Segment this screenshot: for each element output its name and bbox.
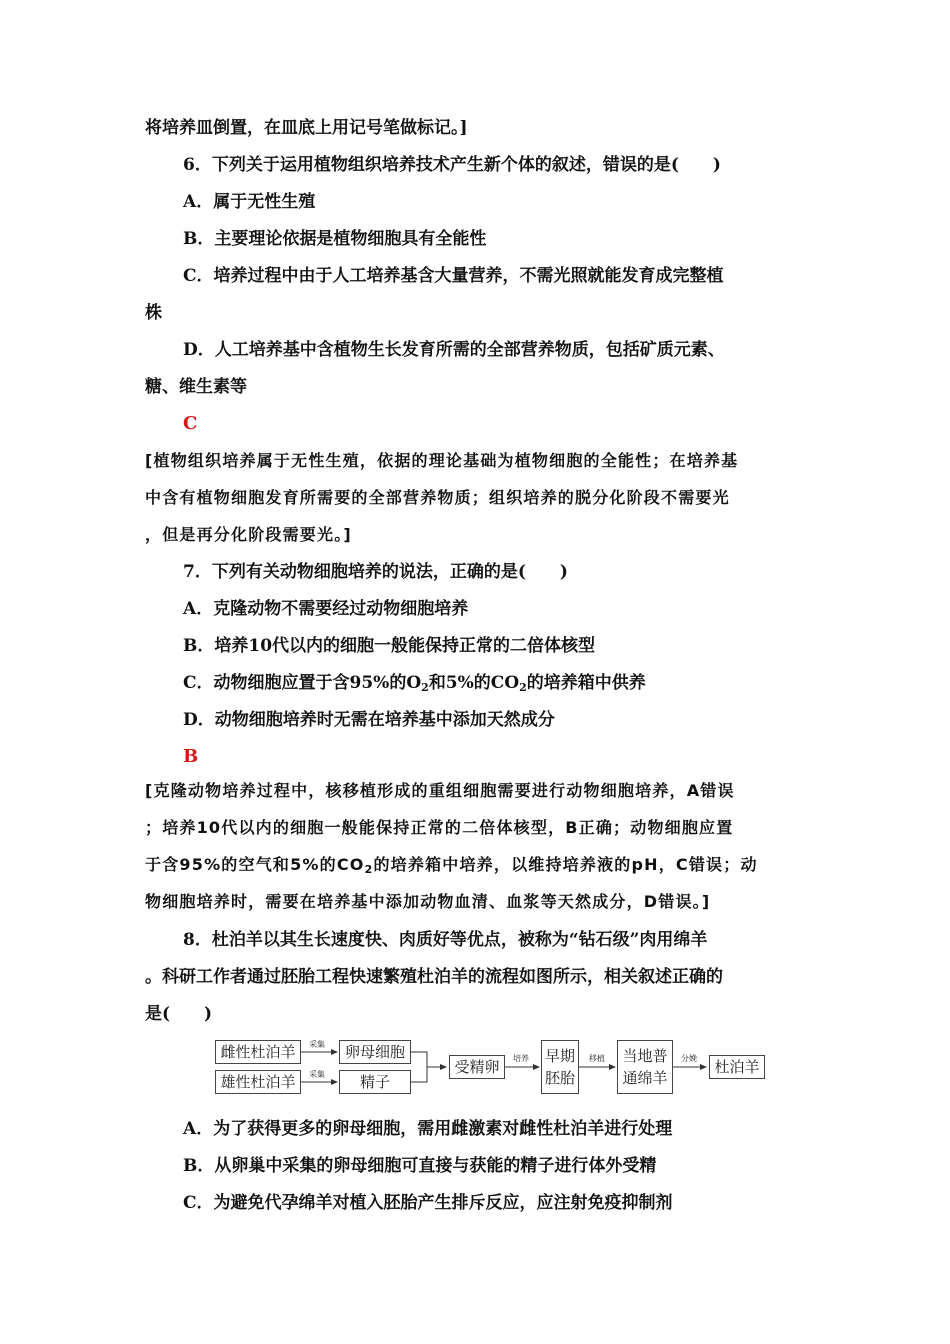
label-culture: 培养 <box>513 1054 529 1063</box>
sperm-box: 精子 <box>339 1070 411 1094</box>
label-collect: 采集 <box>309 1070 325 1079</box>
question-6-explanation: ，但是再分化阶段需要光。] <box>145 525 352 544</box>
question-6-option-d: D．人工培养基中含植物生长发育所需的全部营养物质，包括矿质元素、 <box>183 340 725 360</box>
question-6-stem: 6．下列关于运用植物组织培养技术产生新个体的叙述，错误的是( ) <box>183 155 721 175</box>
explanation-line: 将培养皿倒置，在皿底上用记号笔做标记。] <box>145 118 468 138</box>
label-transfer: 移植 <box>589 1054 605 1063</box>
early-embryo-box: 早期 胚胎 <box>541 1040 579 1094</box>
question-7-option-a: A．克隆动物不需要经过动物细胞培养 <box>183 599 469 619</box>
question-6-option-a: A．属于无性生殖 <box>183 192 316 212</box>
question-8-option-c: C．为避免代孕绵羊对植入胚胎产生排斥反应，应注射免疫抑制剂 <box>183 1193 673 1213</box>
question-6-option-d-cont: 糖、维生素等 <box>145 377 247 397</box>
question-6-explanation: 中含有植物细胞发育所需要的全部营养物质；组织培养的脱分化阶段不需要光 <box>145 488 730 507</box>
question-8-stem-cont: 。科研工作者通过胚胎工程快速繁殖杜泊羊的流程如图所示，相关叙述正确的 <box>145 967 723 987</box>
question-7-explanation: [克隆动物培养过程中，核移植形成的重组细胞需要进行动物细胞培养，A错误 <box>145 781 735 800</box>
question-6-option-c-cont: 株 <box>145 303 162 323</box>
dorper-result-box: 杜泊羊 <box>709 1055 765 1079</box>
question-8-option-b: B．从卵巢中采集的卵母细胞可直接与获能的精子进行体外受精 <box>183 1156 657 1176</box>
question-7-explanation: 于含95%的空气和5%的$CO_2$的培养箱中培养，以维持培养液的pH，C错误；动 <box>145 855 758 876</box>
question-6-explanation: [植物组织培养属于无性生殖，依据的理论基础为植物细胞的全能性；在培养基 <box>145 451 739 470</box>
zygote-box: 受精卵 <box>449 1055 505 1079</box>
question-7-option-b: B．培养10代以内的细胞一般能保持正常的二倍体核型 <box>183 636 596 656</box>
label-collect: 采集 <box>309 1040 325 1049</box>
local-sheep-box: 当地普 通绵羊 <box>617 1040 673 1094</box>
flow-diagram <box>213 1038 773 1096</box>
question-6-answer: C <box>183 413 198 434</box>
question-7-option-c: C．动物细胞应置于含95%的$O_2$和5%的$CO_2$的培养箱中供养 <box>183 673 646 694</box>
question-7-answer: B <box>183 746 199 767</box>
question-7-explanation: ；培养10代以内的细胞一般能保持正常的二倍体核型，B正确；动物细胞应置 <box>145 818 734 837</box>
question-8-stem: 8．杜泊羊以其生长速度快、肉质好等优点，被称为“钻石级”肉用绵羊 <box>183 930 708 950</box>
question-7-explanation: 物细胞培养时，需要在培养基中添加动物血清、血浆等天然成分，D错误。] <box>145 892 711 911</box>
question-6-option-c: C．培养过程中由于人工培养基含大量营养，不需光照就能发育成完整植 <box>183 266 724 286</box>
question-8-option-a: A．为了获得更多的卵母细胞，需用雌激素对雌性杜泊羊进行处理 <box>183 1119 673 1139</box>
question-7-stem: 7．下列有关动物细胞培养的说法，正确的是( ) <box>183 562 568 582</box>
join-bracket <box>411 1052 427 1082</box>
label-birth: 分娩 <box>681 1054 697 1063</box>
question-7-option-d: D．动物细胞培养时无需在培养基中添加天然成分 <box>183 710 555 730</box>
question-8-stem-cont: 是( ) <box>145 1004 213 1024</box>
question-6-option-b: B．主要理论依据是植物细胞具有全能性 <box>183 229 487 249</box>
female-dorper-box: 雌性杜泊羊 <box>215 1040 301 1064</box>
male-dorper-box: 雄性杜泊羊 <box>215 1070 301 1094</box>
oocyte-box: 卵母细胞 <box>339 1040 411 1064</box>
